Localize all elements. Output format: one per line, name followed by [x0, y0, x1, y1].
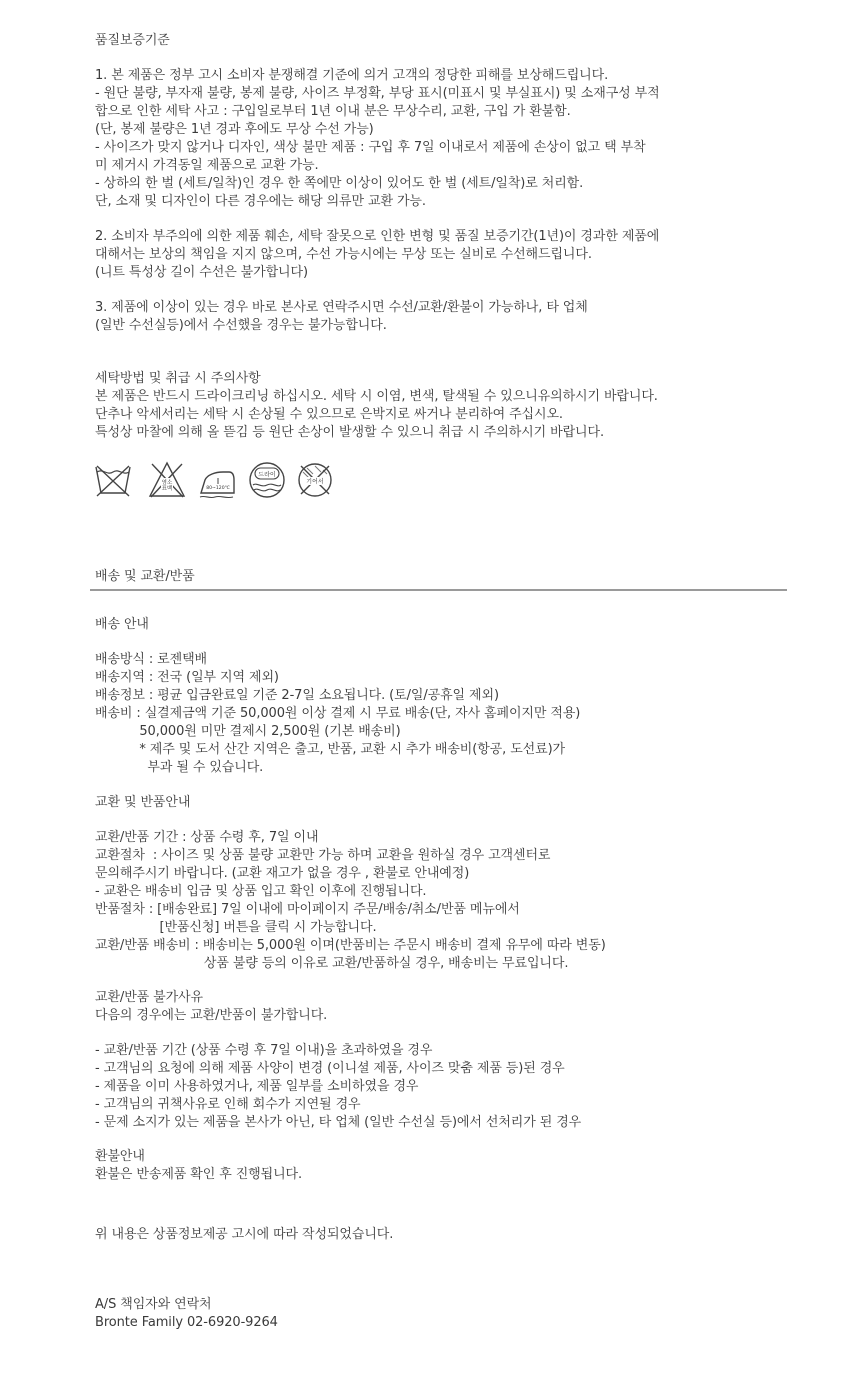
care-title: 세탁방법 및 취급 시 주의사항: [95, 371, 261, 386]
quality-line: - 원단 불량, 부자재 불량, 봉제 불량, 사이즈 부정확, 부당 표시(미표시 및 부실표시) 및 소재구성 부적: [95, 86, 660, 101]
notice-text: 위 내용은 상품정보제공 고시에 따라 작성되었습니다.: [95, 1227, 394, 1242]
unable-line: - 고객님의 요청에 의해 제품 사양이 변경 (이니셜 제품, 사이즈 맞춤 제품 등)된 경우: [95, 1061, 565, 1076]
contact-line: Bronte Family 02-6920-9264: [95, 1315, 278, 1330]
exchange-title: 교환 및 반품안내: [95, 795, 191, 810]
quality-line: (일반 수선실등)에서 수선했을 경우는 불가능합니다.: [95, 318, 387, 333]
no-wring-text: 기어서: [306, 478, 324, 486]
exchange-line: 교환/반품 배송비 : 배송비는 5,000원 이며(반품비는 주문시 배송비 결제 유무에 따라 변동): [95, 938, 606, 953]
quality-title: 품질보증기준: [95, 33, 170, 48]
no-wash-icon: [93, 460, 133, 500]
refund-line: 환불은 반송제품 확인 후 진행됩니다.: [95, 1167, 303, 1182]
dry-clean-icon: [247, 460, 287, 500]
exchange-line: 교환/반품 기간 : 상품 수령 후, 7일 이내: [95, 830, 319, 845]
quality-line: 미 제거시 가격동일 제품으로 교환 가능.: [95, 158, 319, 173]
unable-line: - 문제 소지가 있는 제품을 본사가 아닌, 타 업체 (일반 수선실 등)에서 선처리가 된 경우: [95, 1115, 582, 1130]
shipping-line: 배송방식 : 로젠택배: [95, 652, 208, 667]
quality-line: 단, 소재 및 디자인이 다른 경우에는 해당 의류만 교환 가능.: [95, 194, 426, 209]
exchange-line: [반품신청] 버튼을 클릭 시 가능합니다.: [95, 920, 377, 935]
care-line: 단추나 악세서리는 세탁 시 손상될 수 있으므로 은박지로 싸거나 분리하여 주십시오.: [95, 407, 563, 422]
shipping-line: 50,000원 미만 결제시 2,500원 (기본 배송비): [95, 724, 401, 739]
shipping-line: 배송지역 : 전국 (일부 지역 제외): [95, 670, 279, 685]
unable-line: - 고객님의 귀책사유로 인해 회수가 지연될 경우: [95, 1097, 361, 1112]
unable-line: - 제품을 이미 사용하였거나, 제품 일부를 소비하였을 경우: [95, 1079, 419, 1094]
contact-title: A/S 책임자와 연락처: [95, 1297, 212, 1312]
no-bleach-icon: [147, 460, 187, 500]
shipping-info-title: 배송 안내: [95, 617, 149, 632]
quality-line: (단, 봉제 불량은 1년 경과 후에도 무상 수선 가능): [95, 122, 374, 137]
quality-line: 2. 소비자 부주의에 의한 제품 훼손, 세탁 잘못으로 인한 변형 및 품질 보증기간(1년)이 경과한 제품에: [95, 229, 660, 244]
exchange-line: - 교환은 배송비 입금 및 상품 입고 확인 이후에 진행됩니다.: [95, 884, 427, 899]
shipping-line: 배송정보 : 평균 입금완료일 기준 2-7일 소요됩니다. (토/일/공휴일 제외): [95, 688, 499, 703]
quality-line: - 상하의 한 벌 (세트/일착)인 경우 한 쪽에만 이상이 있어도 한 벌 (세트/일착)로 처리함.: [95, 176, 584, 191]
refund-title: 환불안내: [95, 1149, 145, 1164]
quality-line: 대해서는 보상의 책임을 지지 않으며, 수선 가능시에는 무상 또는 실비로 수선해드립니다.: [95, 247, 592, 262]
exchange-line: 교환절차 : 사이즈 및 상품 불량 교환만 가능 하며 교환을 원하실 경우 고객센터로: [95, 848, 551, 863]
quality-line: 합으로 인한 세탁 사고 : 구입일로부터 1년 이내 분은 무상수리, 교환, 구입 가 환불함.: [95, 104, 571, 119]
unable-intro: 다음의 경우에는 교환/반품이 불가합니다.: [95, 1008, 328, 1023]
exchange-line: 상품 불량 등의 이유로 교환/반품하실 경우, 배송비는 무료입니다.: [95, 956, 569, 971]
exchange-line: 문의해주시기 바랍니다. (교환 재고가 없을 경우 , 환불로 안내예정): [95, 866, 470, 881]
no-wring-icon: [295, 460, 335, 500]
shipping-section-title: 배송 및 교환/반품: [95, 569, 195, 584]
quality-line: 1. 본 제품은 정부 고시 소비자 분쟁해결 기준에 의거 고객의 정당한 피해를 보상해드립니다.: [95, 68, 609, 83]
iron-temp-text: 80~120℃: [206, 486, 230, 491]
iron-icon: [197, 460, 237, 500]
dry-clean-text: 드라이: [258, 471, 276, 479]
shipping-line: * 제주 및 도서 산간 지역은 출고, 반품, 교환 시 추가 배송비(항공, 도선료)가: [95, 742, 566, 757]
unable-line: - 교환/반품 기간 (상품 수령 후 7일 이내)을 초과하였을 경우: [95, 1043, 433, 1058]
exchange-line: 반품절차 : [배송완료] 7일 이내에 마이페이지 주문/배송/취소/반품 메뉴에서: [95, 902, 520, 917]
section-divider: [90, 589, 787, 591]
quality-line: - 사이즈가 맞지 않거나 디자인, 색상 불만 제품 : 구입 후 7일 이내로서 제품에 손상이 없고 택 부착: [95, 140, 646, 155]
quality-line: (니트 특성상 길이 수선은 불가합니다): [95, 265, 308, 280]
care-line: 본 제품은 반드시 드라이크리닝 하십시오. 세탁 시 이염, 변색, 탈색될 수 있으니유의하시기 바랍니다.: [95, 389, 658, 404]
unable-title: 교환/반품 불가사유: [95, 990, 203, 1005]
care-line: 특성상 마찰에 의해 올 뜯김 등 원단 손상이 발생할 수 있으니 취급 시 주의하시기 바랍니다.: [95, 425, 604, 440]
quality-line: 3. 제품에 이상이 있는 경우 바로 본사로 연락주시면 수선/교환/환불이 가능하나, 타 업체: [95, 300, 588, 315]
bleach-text-1: 염소: [161, 480, 173, 486]
shipping-line: 부과 될 수 있습니다.: [95, 760, 264, 775]
shipping-line: 배송비 : 실결제금액 기준 50,000원 이상 결제 시 무료 배송(단, 자사 홈페이지만 적용): [95, 706, 581, 721]
bleach-text-2: 표백: [161, 486, 173, 492]
